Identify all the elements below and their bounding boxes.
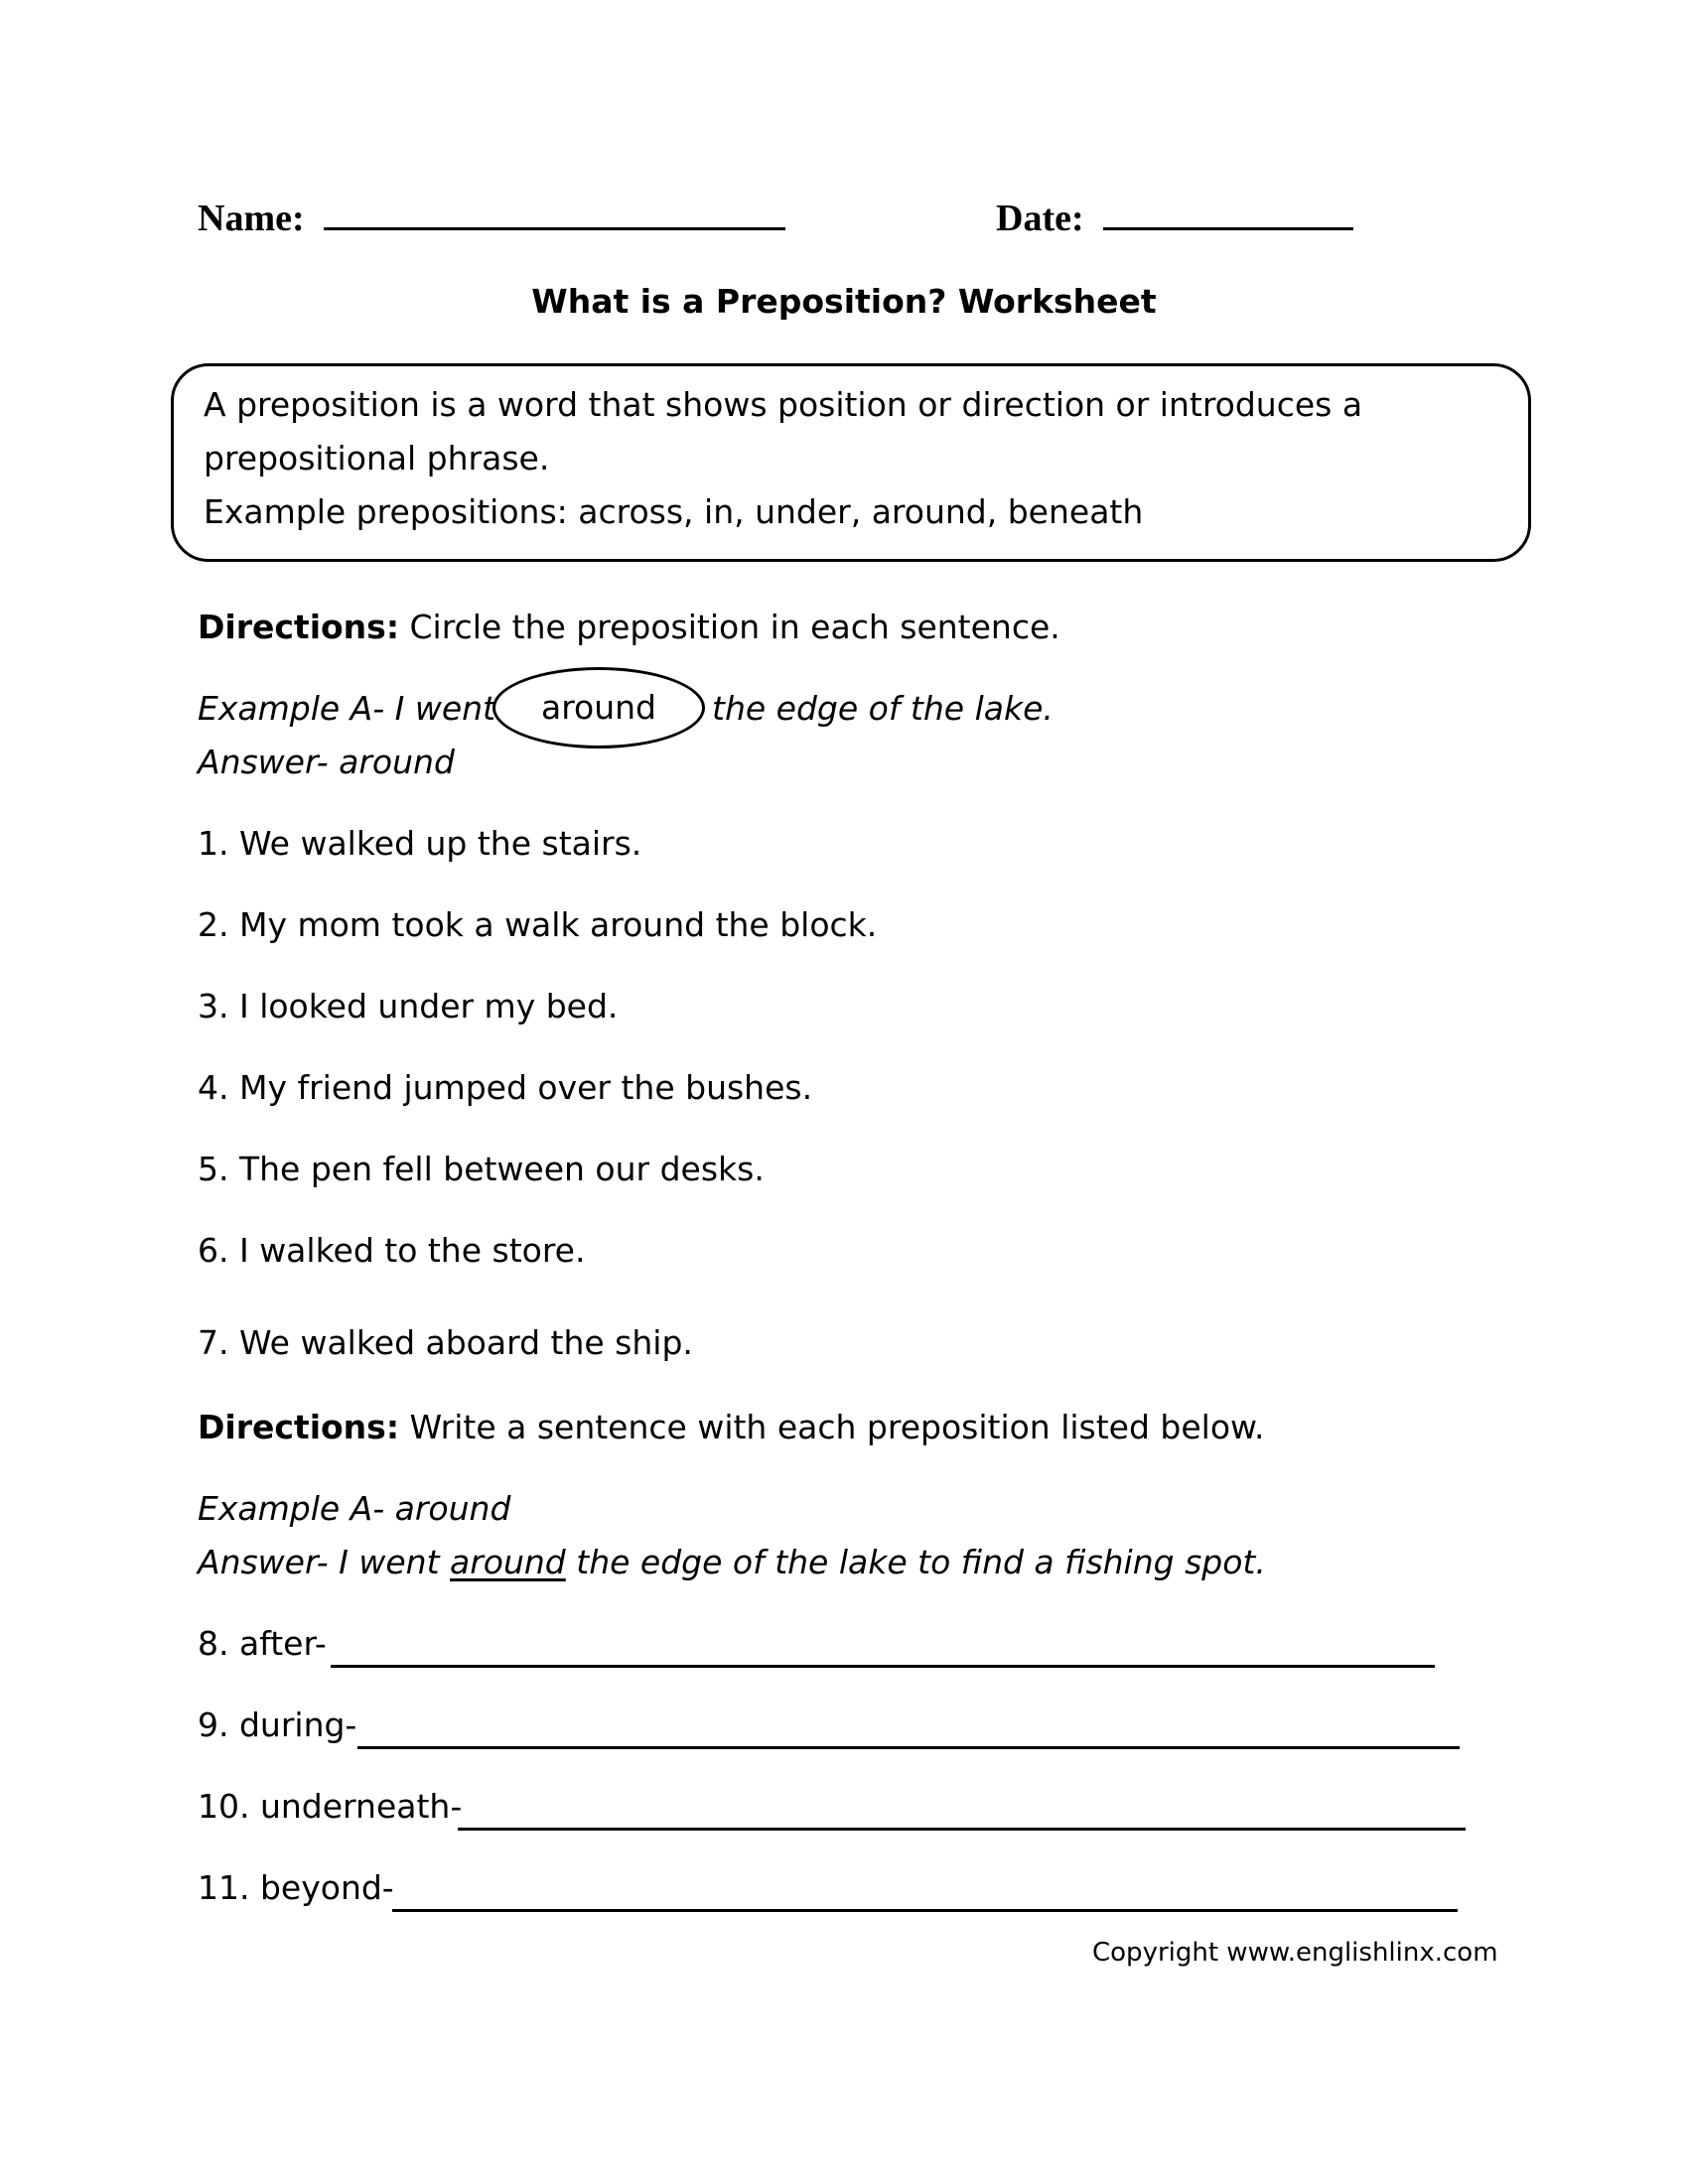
list-item: 10. underneath- <box>198 1787 463 1826</box>
list-item: 9. during- <box>198 1706 357 1744</box>
example-b: Example A- around <box>198 1489 511 1528</box>
worksheet-title: What is a Preposition? Worksheet <box>531 282 1157 321</box>
list-item: 7. We walked aboard the ship. <box>198 1323 693 1362</box>
example-a-prefix: Example A- I went <box>198 689 495 728</box>
definition-line-1: A preposition is a word that shows position or direction or introduces a <box>204 385 1363 424</box>
example-a-suffix: the edge of the lake. <box>712 689 1054 728</box>
section2-directions <box>198 1408 1264 1446</box>
answer-blank[interactable] <box>392 1909 1458 1912</box>
name-blank[interactable] <box>324 198 785 230</box>
list-item: 11. beyond- <box>198 1868 394 1907</box>
list-item: 1. We walked up the stairs. <box>198 824 642 863</box>
date-blank[interactable] <box>1103 198 1353 230</box>
section1-directions <box>198 608 1060 646</box>
date-field <box>996 197 1353 240</box>
answer-blank[interactable] <box>458 1828 1466 1831</box>
list-item: 3. I looked under my bed. <box>198 987 619 1025</box>
answer-blank[interactable] <box>357 1746 1460 1749</box>
example-a-answer: Answer- around <box>198 743 455 781</box>
directions-text: Circle the preposition in each sentence. <box>399 608 1060 646</box>
copyright-text: Copyright www.englishlinx.com <box>1092 1938 1498 1968</box>
definition-line-3: Example prepositions: across, in, under, around, beneath <box>204 492 1144 531</box>
answer-blank[interactable] <box>331 1665 1435 1668</box>
directions-label: Directions: <box>198 608 400 646</box>
example-b-answer <box>198 1543 1266 1581</box>
answer-prefix: Answer- I went <box>198 1543 450 1581</box>
list-item: 4. My friend jumped over the bushes. <box>198 1068 813 1107</box>
definition-line-2: prepositional phrase. <box>204 439 550 478</box>
list-item: 5. The pen fell between our desks. <box>198 1150 765 1188</box>
name-label: Name: <box>198 198 305 239</box>
answer-suffix: the edge of the lake to find a fishing spot. <box>565 1543 1266 1581</box>
list-item: 2. My mom took a walk around the block. <box>198 905 878 944</box>
directions-label: Directions: <box>198 1408 400 1446</box>
list-item: 8. after- <box>198 1624 327 1663</box>
name-field <box>198 197 785 240</box>
list-item: 6. I walked to the store. <box>198 1231 586 1270</box>
date-label: Date: <box>996 198 1084 239</box>
directions-text: Write a sentence with each preposition listed below. <box>399 1408 1265 1446</box>
example-circled-word: around <box>492 667 705 749</box>
answer-underlined-word: around <box>450 1543 566 1581</box>
